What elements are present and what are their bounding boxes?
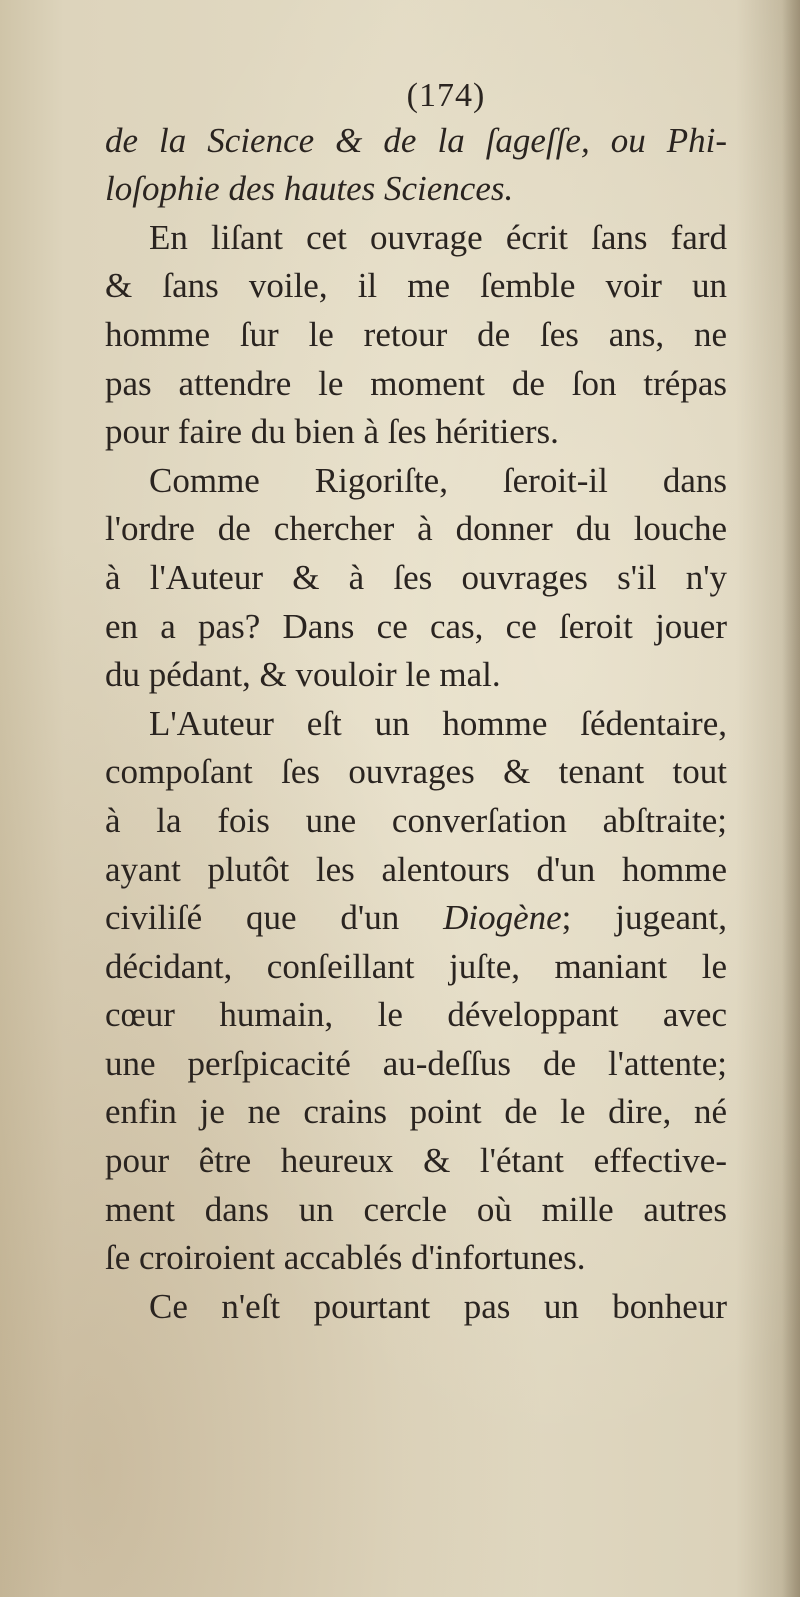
text-line: ſe croiroient accablés d'infortunes. xyxy=(105,1238,586,1278)
text-line: pour être heureux & l'étant effective- xyxy=(105,1141,727,1181)
page-edge-shadow xyxy=(782,0,800,1597)
text-line: du pédant, & vouloir le mal. xyxy=(105,655,501,695)
page-number: (174) xyxy=(406,77,486,114)
text-line: loſophie des hautes Sciences. xyxy=(105,169,514,209)
text-line: à l'Auteur & à ſes ouvrages s'il n'y xyxy=(105,557,727,597)
text-line: pas attendre le moment de ſon trépas xyxy=(105,363,727,403)
text-line: décidant, conſeillant juſte, maniant le xyxy=(105,946,727,986)
text-line: ayant plutôt les alentours d'un homme xyxy=(105,849,727,889)
text-line: Comme Rigoriſte, ſeroit-il dans xyxy=(149,460,727,500)
text-line: l'ordre de chercher à donner du louche xyxy=(105,509,727,549)
text-line: une perſpicacité au-deſſus de l'attente; xyxy=(105,1043,727,1083)
text-line: ment dans un cercle où mille autres xyxy=(105,1189,727,1229)
text-line: L'Auteur eſt un homme ſédentaire, xyxy=(149,703,727,743)
text-line: cœur humain, le développant avec xyxy=(105,995,727,1035)
text-line: & ſans voile, il me ſemble voir un xyxy=(105,266,727,306)
text-line: pour faire du bien à ſes héritiers. xyxy=(105,412,559,452)
text-line: de la Science & de la ſageſſe, ou Phi- xyxy=(105,120,727,160)
text-line: Ce n'eſt pourtant pas un bonheur xyxy=(149,1286,727,1326)
text-block xyxy=(105,72,727,1331)
text-line: homme ſur le retour de ſes ans, ne xyxy=(105,314,727,354)
text-line: enfin je ne crains point de le dire, né xyxy=(105,1092,727,1132)
text-line: en a pas? Dans ce cas, ce ſeroit jouer xyxy=(105,606,727,646)
text-line: à la fois une converſation abſtraite; xyxy=(105,800,727,840)
text-line: civiliſé que d'un Diogène; jugeant, xyxy=(105,898,727,938)
text-line: compoſant ſes ouvrages & tenant tout xyxy=(105,752,727,792)
text-line: En liſant cet ouvrage écrit ſans fard xyxy=(149,217,727,257)
